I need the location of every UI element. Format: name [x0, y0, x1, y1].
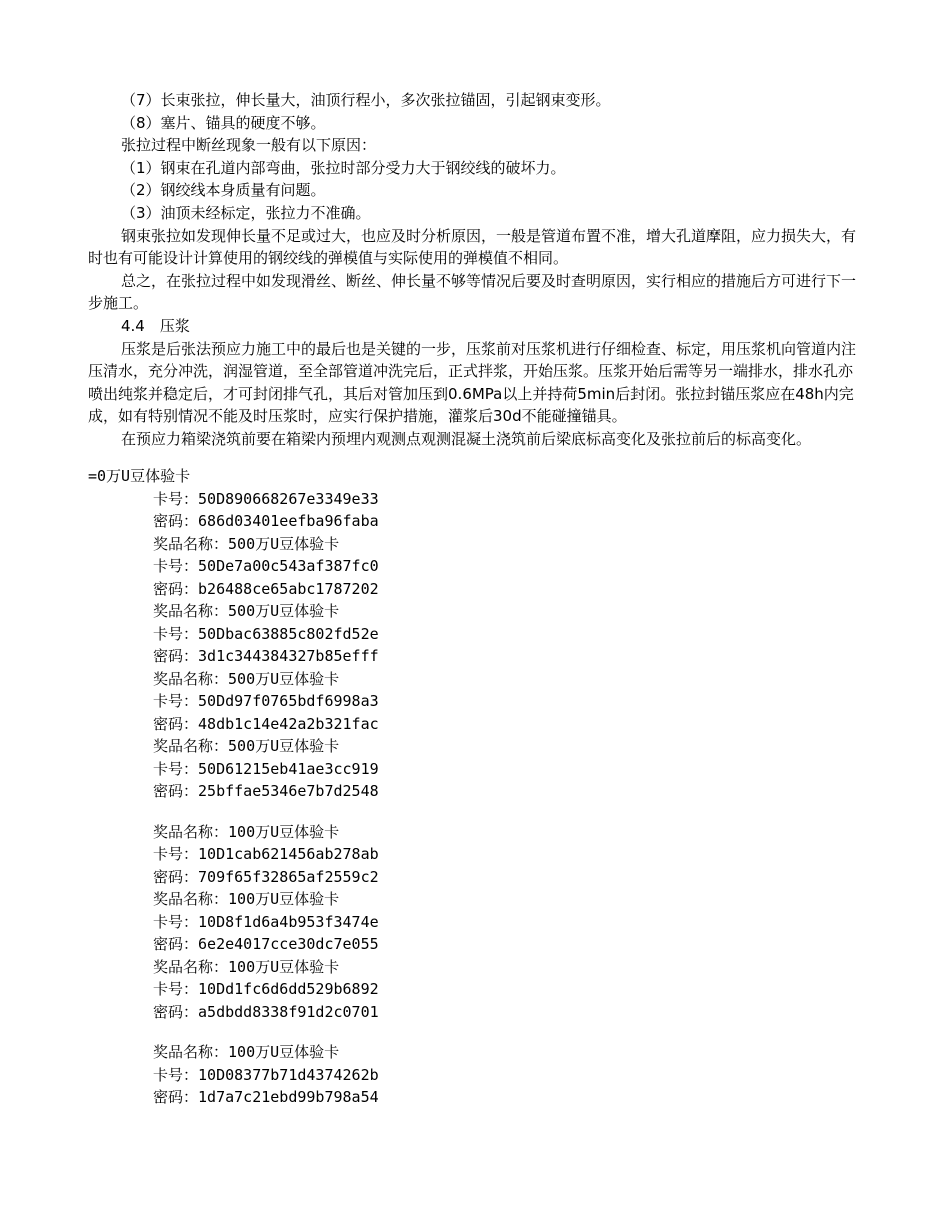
card-line	[88, 713, 788, 736]
card-line	[88, 956, 788, 979]
card-line	[88, 780, 788, 803]
card-line-label: 奖品名称：	[153, 737, 229, 755]
card-line-value: 709f65f32865af2559c2	[198, 867, 379, 886]
card-line-value: 100万U豆体验卡	[228, 822, 340, 841]
paragraph: 压浆是后张法预应力施工中的最后也是关键的一步，压浆前对压浆机进行仔细检查、标定，用压浆机向管道内注压清水，充分冲洗，润湿管道，至全部管道冲洗完后，正式拌浆，开始压浆。压浆开始后需等另一端排水，排水孔亦喷出纯浆并稳定后，才可封闭排气孔，其后对管加压到0.6MPa以上并持荷5min后封闭。张拉封锚压浆应在48h内完成，如有特别情况不能及时压浆时，应实行保护措施，灌浆后30d不能碰撞锚具。	[88, 339, 857, 426]
card-line-label: 密码：	[153, 579, 199, 598]
card-line-value: 1d7a7c21ebd99b798a54	[198, 1088, 379, 1106]
paragraph: （2）钢绞线本身质量有问题。	[121, 181, 326, 200]
card-line-value: 50D61215eb41ae3cc919	[198, 759, 379, 778]
card-list	[88, 465, 788, 1109]
card-line	[88, 821, 788, 844]
card-line-value: 10D08377b71d4374262b	[198, 1065, 379, 1084]
card-line	[88, 668, 788, 691]
card-line	[88, 555, 788, 578]
card-line-label: 密码：	[153, 714, 199, 733]
card-line	[88, 578, 788, 601]
card-line-label: 卡号：	[153, 489, 199, 508]
card-line-value: a5dbdd8338f91d2c0701	[198, 1002, 379, 1021]
card-line-value: 3d1c344384327b85efff	[198, 647, 379, 665]
card-line-label: 卡号：	[153, 845, 199, 863]
card-line-value: 500万U豆体验卡	[228, 534, 340, 553]
card-line	[88, 510, 788, 533]
card-line-label: 奖品名称：	[153, 1043, 229, 1061]
card-line-label: 奖品名称：	[153, 534, 229, 553]
card-line-label: 奖品名称：	[153, 602, 229, 620]
card-line-value: 50Dd97f0765bdf6998a3	[198, 692, 379, 710]
card-line-value: 10D1cab621456ab278ab	[198, 845, 379, 863]
card-line-label: 卡号：	[153, 912, 199, 931]
card-line	[88, 1064, 788, 1087]
card-line-label: 卡号：	[153, 1065, 199, 1084]
card-line	[88, 888, 788, 911]
card-line-label: 密码：	[153, 935, 199, 953]
card-line-value: b26488ce65abc1787202	[198, 579, 379, 598]
paragraph: 总之，在张拉过程中如发现滑丝、断丝、伸长量不够等情况后要及时查明原因，实行相应的措施后方可进行下一步施工。	[88, 271, 857, 313]
card-line-value: 50D890668267e3349e33	[198, 489, 379, 508]
card-line	[88, 600, 788, 623]
card-line	[88, 1001, 788, 1024]
card-line-value: 10D8f1d6a4b953f3474e	[198, 912, 379, 931]
card-line-label: 密码：	[153, 647, 199, 665]
card-line-label: 密码：	[153, 1088, 199, 1106]
paragraph: 在预应力箱梁浇筑前要在箱梁内预埋内观测点观测混凝土浇筑前后梁底标高变化及张拉前后的标高变化。	[121, 429, 812, 448]
card-line-label: 密码：	[153, 1002, 199, 1021]
paragraph: 张拉过程中断丝现象一般有以下原因：	[121, 136, 377, 155]
paragraph: 钢束张拉如发现伸长量不足或过大，也应及时分析原因，一般是管道布置不准，增大孔道摩阻，应力损失大，有时也有可能设计计算使用的钢绞线的弹模值与实际使用的弹模值不相同。	[88, 226, 857, 268]
card-line-label: 密码：	[153, 512, 199, 530]
card-line	[88, 843, 788, 866]
card-line	[88, 623, 788, 646]
card-line	[88, 1041, 788, 1064]
card-line-label: 奖品名称：	[153, 957, 229, 976]
paragraph: （3）油顶未经标定，张拉力不准确。	[121, 203, 371, 222]
card-line	[88, 690, 788, 713]
card-line-label: 奖品名称：	[153, 669, 229, 688]
paragraph: （8）塞片、锚具的硬度不够。	[121, 113, 326, 132]
card-line-label: 卡号：	[153, 980, 199, 998]
card-line-value: 686d03401eefba96faba	[198, 512, 379, 530]
card-line	[88, 645, 788, 668]
card-gap	[88, 1023, 788, 1041]
card-line-label: 卡号：	[153, 692, 199, 710]
body-text	[88, 89, 863, 451]
card-line-value: 100万U豆体验卡	[228, 957, 340, 976]
card-line-value: 100万U豆体验卡	[228, 1043, 340, 1061]
card-line	[88, 1086, 788, 1109]
card-line-label: 奖品名称：	[153, 890, 229, 908]
card-line-value: 10Dd1fc6d6dd529b6892	[198, 980, 379, 998]
card-line	[88, 978, 788, 1001]
card-line-value: 100万U豆体验卡	[228, 890, 340, 908]
section-heading: 4.4 压浆	[121, 316, 190, 335]
card-line-value: 500万U豆体验卡	[228, 669, 340, 688]
card-list-header: =0万U豆体验卡	[88, 467, 191, 485]
card-line	[88, 911, 788, 934]
card-line-value: 500万U豆体验卡	[228, 602, 340, 620]
card-line-label: 卡号：	[153, 557, 199, 575]
card-line	[88, 933, 788, 956]
card-line-label: 奖品名称：	[153, 822, 229, 841]
card-line-label: 密码：	[153, 867, 199, 886]
card-line-label: 卡号：	[153, 759, 199, 778]
card-gap	[88, 803, 788, 821]
paragraph: （7）长束张拉，伸长量大，油顶行程小，多次张拉锚固，引起钢束变形。	[121, 91, 611, 109]
card-line	[88, 735, 788, 758]
card-line-value: 50De7a00c543af387fc0	[198, 557, 379, 575]
card-line	[88, 866, 788, 889]
card-line-value: 48db1c14e42a2b321fac	[198, 714, 379, 733]
card-line-value: 6e2e4017cce30dc7e055	[198, 935, 379, 953]
card-line-label: 密码：	[153, 782, 199, 800]
card-lines	[88, 488, 788, 1109]
card-line	[88, 488, 788, 511]
card-line-value: 25bffae5346e7b7d2548	[198, 782, 379, 800]
card-line-value: 50Dbac63885c802fd52e	[198, 624, 379, 643]
card-line	[88, 533, 788, 556]
card-line	[88, 758, 788, 781]
card-line-value: 500万U豆体验卡	[228, 737, 340, 755]
paragraph: （1）钢束在孔道内部弯曲，张拉时部分受力大于钢绞线的破坏力。	[121, 158, 566, 177]
card-line-label: 卡号：	[153, 624, 199, 643]
